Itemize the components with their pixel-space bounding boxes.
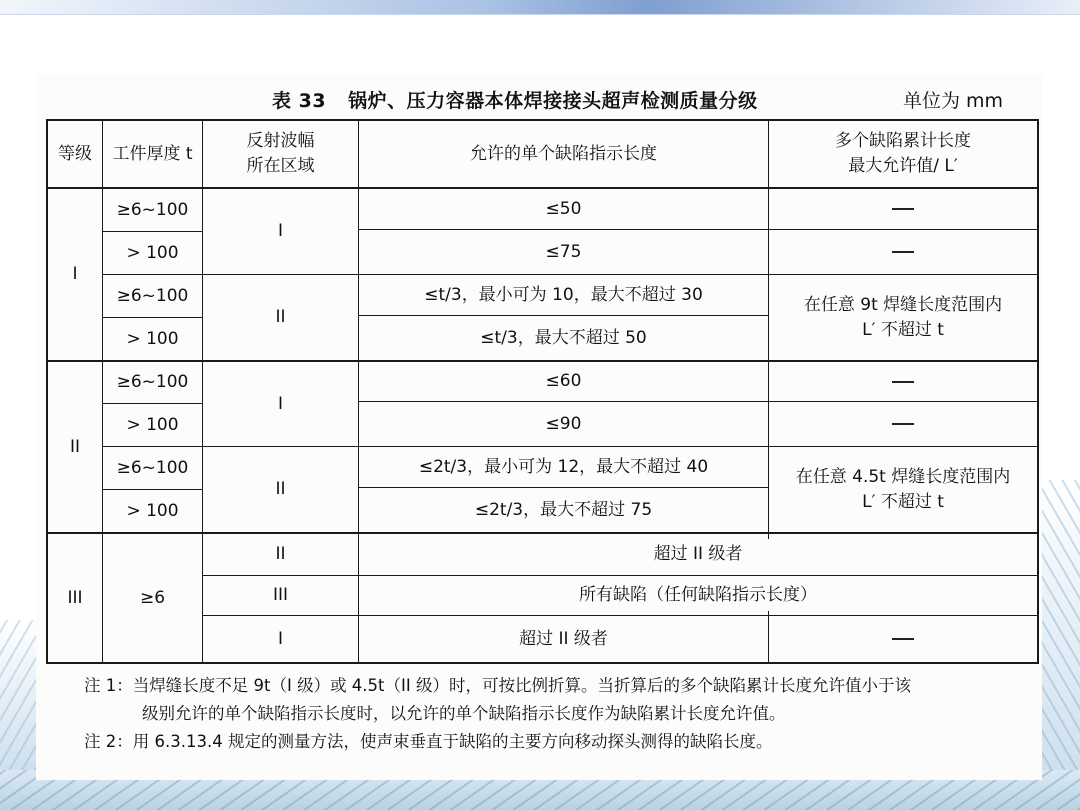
single-length-cell: 超过 II 级者 bbox=[519, 628, 608, 649]
thickness-cell: > 100 bbox=[126, 414, 179, 435]
single-length-cell: ≤t/3，最大不超过 50 bbox=[480, 327, 647, 348]
cumulative-cell bbox=[769, 402, 1037, 446]
thickness-cell: ≥6 bbox=[139, 587, 166, 608]
thickness-cell: > 100 bbox=[126, 500, 179, 521]
quality-grade-table bbox=[46, 119, 1039, 664]
cumulative-cell bbox=[769, 189, 1037, 229]
table-title-text: 锅炉、压力容器本体焊接接头超声检测质量分级 bbox=[348, 90, 758, 112]
zone-cell: II bbox=[275, 479, 286, 500]
cumulative-cell bbox=[769, 230, 1037, 274]
single-length-cell: 所有缺陷（任何缺陷指示长度） bbox=[579, 585, 817, 606]
dash-icon bbox=[892, 251, 914, 253]
zone-cell: II bbox=[275, 307, 286, 328]
thickness-cell: > 100 bbox=[126, 328, 179, 349]
header-cumulative-line2: 最大允许值/ L′ bbox=[848, 156, 958, 176]
single-length-cell: 超过 II 级者 bbox=[653, 544, 743, 565]
table-number: 表 33 bbox=[272, 90, 327, 112]
zone-cell: III bbox=[272, 585, 289, 606]
note-2: 注 2：用 6.3.13.4 规定的测量方法，使声束垂直于缺陷的主要方向移动探头测得的缺陷长度。 bbox=[84, 732, 773, 751]
header-single-length: 允许的单个缺陷指示长度 bbox=[470, 143, 657, 164]
cumulative-cell bbox=[769, 447, 1037, 532]
top-divider bbox=[0, 14, 1080, 15]
cumulative-range-line1: 在任意 4.5t 焊缝长度范围内 bbox=[795, 466, 1011, 487]
note-1-line-2: 级别允许的单个缺陷指示长度时，以允许的单个缺陷指示长度作为缺陷累计长度允许值。 bbox=[142, 704, 786, 723]
table-notes bbox=[84, 672, 1034, 756]
left-wave-decoration bbox=[0, 620, 36, 770]
dash-icon bbox=[892, 381, 914, 383]
table-unit: 单位为 mm bbox=[903, 90, 1004, 112]
cumulative-cell bbox=[769, 275, 1037, 360]
dash-icon bbox=[892, 423, 914, 425]
thickness-cell: ≥6~100 bbox=[116, 457, 189, 478]
header-grade: 等级 bbox=[58, 143, 92, 164]
single-length-cell: ≤60 bbox=[545, 371, 582, 392]
note-1-line-1: 注 1：当焊缝长度不足 9t（I 级）或 4.5t（II 级）时，可按比例折算。当折算后的多个缺陷累计长度允许值小于该 bbox=[84, 676, 911, 695]
single-length-cell: ≤50 bbox=[545, 198, 582, 219]
single-length-cell: ≤2t/3，最大不超过 75 bbox=[474, 499, 653, 520]
cumulative-cell bbox=[769, 362, 1037, 401]
thickness-cell: ≥6~100 bbox=[116, 285, 189, 306]
grade-cell: II bbox=[69, 436, 81, 457]
top-banner bbox=[0, 0, 1080, 14]
thickness-cell: > 100 bbox=[126, 242, 179, 263]
single-length-cell: ≤t/3，最小可为 10，最大不超过 30 bbox=[424, 284, 703, 305]
header-cumulative-line1: 多个缺陷累计长度 bbox=[835, 131, 971, 152]
header-thickness: 工件厚度 t bbox=[112, 143, 193, 164]
dash-icon bbox=[892, 638, 914, 640]
single-length-cell: ≤2t/3，最小可为 12，最大不超过 40 bbox=[418, 456, 709, 477]
right-wave-decoration bbox=[1038, 480, 1080, 770]
header-zone bbox=[203, 121, 358, 187]
cumulative-cell bbox=[769, 616, 1037, 662]
grade-cell: I bbox=[72, 264, 78, 285]
single-length-cell: ≤75 bbox=[545, 241, 582, 262]
cumulative-range-line2: L′ 不超过 t bbox=[862, 319, 944, 340]
header-cumulative bbox=[769, 121, 1037, 187]
thickness-cell: ≥6~100 bbox=[116, 199, 189, 220]
thickness-cell: ≥6~100 bbox=[116, 372, 189, 393]
single-length-cell: ≤90 bbox=[545, 413, 582, 434]
zone-cell: I bbox=[277, 628, 283, 649]
header-zone-line2: 所在区域 bbox=[246, 156, 315, 176]
table-title bbox=[272, 86, 758, 113]
cumulative-range-line1: 在任意 9t 焊缝长度范围内 bbox=[803, 294, 1003, 315]
header-zone-line1: 反射波幅 bbox=[246, 131, 315, 152]
dash-icon bbox=[892, 208, 914, 210]
cumulative-range-line2: L′ 不超过 t bbox=[862, 491, 944, 512]
zone-cell: I bbox=[277, 393, 283, 414]
zone-cell: I bbox=[277, 221, 283, 242]
grade-cell: III bbox=[67, 587, 83, 608]
zone-cell: II bbox=[275, 544, 286, 565]
